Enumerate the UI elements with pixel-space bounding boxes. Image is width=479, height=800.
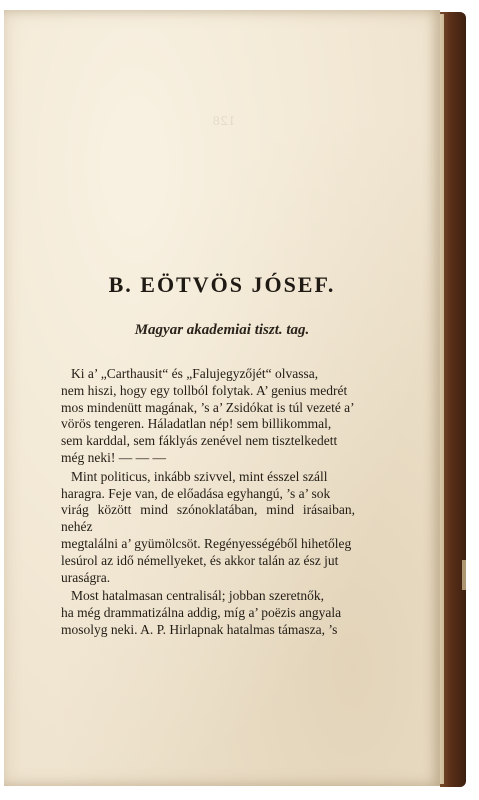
text-line: virág között mind szónoklatában, mind irásaiban, nehéz: [61, 502, 355, 535]
paragraph-2: [61, 469, 355, 587]
text-line: uraságra.: [61, 569, 111, 585]
page-heading: B. EÖTVÖS JÓSEF.: [108, 272, 336, 297]
text-line: nem hiszi, hogy egy tollból folytak. A’ genius medrét: [61, 382, 348, 398]
page-tab-mark: [462, 560, 466, 590]
text-line: Most hatalmasan centralisál; jobban szeretnők,: [71, 588, 325, 604]
text-line: haragra. Feje van, de előadása egyhangú, ’s a’ sok: [61, 485, 331, 501]
paragraph-1: [61, 366, 355, 467]
text-line: mosolyg neki. A. P. Hirlapnak hatalmas támasza, ’s: [61, 621, 338, 637]
book-page: [4, 10, 440, 786]
text-line: megtalálni a’ gyümölcsöt. Regényességéből hihetőleg: [61, 535, 352, 551]
text-line: Mint politicus, inkább szivvel, mint ésszel száll: [71, 468, 328, 484]
page-subheading: Magyar akademiai tiszt. tag.: [134, 322, 310, 338]
bleed-through-page-number: 128: [212, 114, 236, 128]
text-line: lesúrol az idő némellyeket, és akkor talán az ész jut: [61, 552, 339, 568]
paragraph-3: [61, 588, 355, 638]
text-line: sem karddal, sem fáklyás zenével nem tisztelkedett: [61, 433, 338, 449]
body-text: [61, 366, 355, 641]
text-line: még neki! — — —: [61, 449, 166, 465]
text-line: vörös tengeren. Háladatlan nép! sem billikommal,: [61, 416, 332, 432]
text-line: Ki a’ „Carthausit“ és „Falujegyzőjét“ olvassa,: [71, 366, 319, 381]
text-line: ha még drammatizálna addig, míg a’ poëzis angyala: [61, 605, 342, 621]
text-line: mos mindenütt magának, ’s a’ Zsidókat is túl vezeté a’: [61, 399, 355, 415]
